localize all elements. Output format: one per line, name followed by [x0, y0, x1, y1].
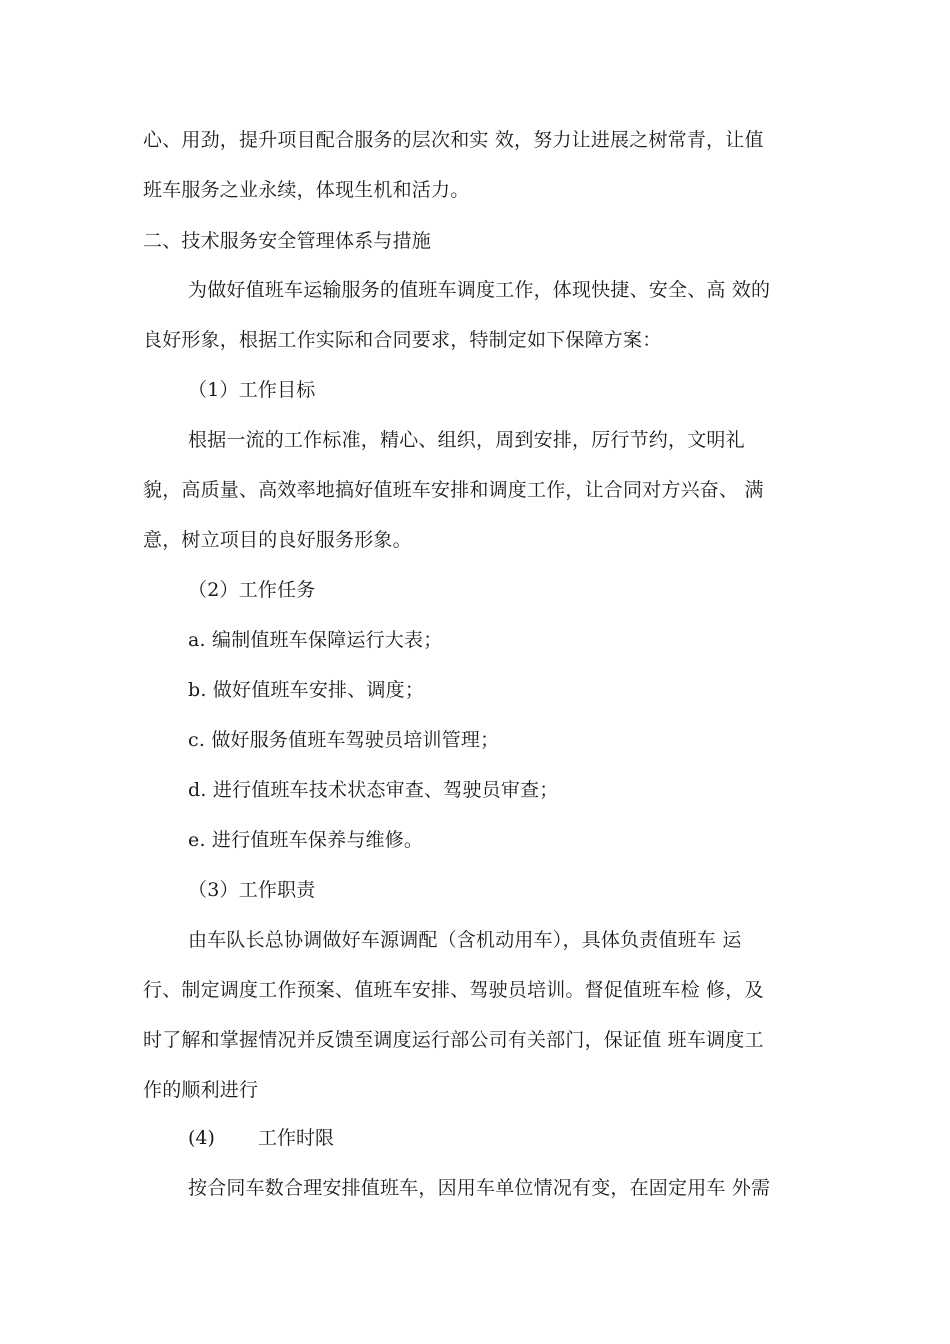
list-item: d. 进行值班车技术状态审查、驾驶员审查；: [188, 779, 559, 801]
subheading-time-limit: 工作时限: [258, 1127, 335, 1149]
paragraph-line: 时了解和掌握情况并反馈至调度运行部公司有关部门，保证值 班车调度工: [143, 1029, 764, 1051]
paragraph-line: 行、制定调度工作预案、值班车安排、驾驶员培训。督促值班车检 修，及: [143, 979, 764, 1001]
subheading-number: (4): [188, 1127, 215, 1149]
paragraph-line: 班车服务之业永续，体现生机和活力。: [143, 179, 470, 201]
section-heading: 二、技术服务安全管理体系与措施: [143, 230, 432, 252]
list-item: e. 进行值班车保养与维修。: [188, 829, 424, 851]
paragraph-line: 为做好值班车运输服务的值班车调度工作，体现快捷、安全、高 效的: [188, 279, 771, 301]
subheading-tasks: （2）工作任务: [188, 579, 316, 601]
list-item: a. 编制值班车保障运行大表；: [188, 629, 443, 651]
paragraph-line: 良好形象，根据工作实际和合同要求，特制定如下保障方案：: [143, 329, 662, 351]
paragraph-line: 作的顺利进行: [143, 1079, 259, 1101]
paragraph-line: 意，树立项目的良好服务形象。: [143, 529, 412, 551]
paragraph-line: 根据一流的工作标准，精心、组织，周到安排，厉行节约，文明礼: [188, 429, 745, 451]
subheading-duties: （3）工作职责: [188, 879, 316, 901]
list-item: c. 做好服务值班车驾驶员培训管理；: [188, 729, 500, 751]
list-item: b. 做好值班车安排、调度；: [188, 679, 425, 701]
subheading-goals: （1）工作目标: [188, 379, 316, 401]
paragraph-line: 貌，高质量、高效率地搞好值班车安排和调度工作，让合同对方兴奋、 满: [143, 479, 764, 501]
paragraph-line: 心、用劲，提升项目配合服务的层次和实 效，努力让进展之树常青，让值: [143, 129, 764, 151]
paragraph-line: 由车队长总协调做好车源调配（含机动用车），具体负责值班车 运: [188, 929, 742, 951]
paragraph-line: 按合同车数合理安排值班车，因用车单位情况有变，在固定用车 外需: [188, 1177, 771, 1199]
